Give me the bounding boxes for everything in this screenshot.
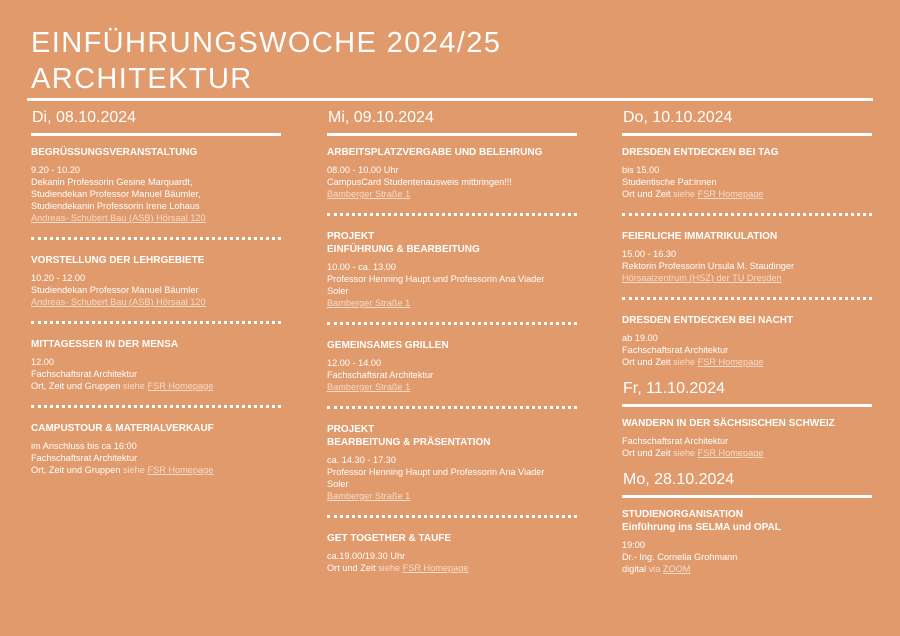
event-block: [327, 339, 577, 393]
event-title: [327, 146, 577, 159]
event-title: [31, 146, 281, 159]
info-pre: siehe: [122, 465, 145, 475]
info-pre: siehe: [378, 563, 401, 573]
event-block: [31, 422, 281, 476]
info-text: Ort und Zeit: [327, 563, 376, 573]
location-link[interactable]: Bamberger Straße 1: [327, 298, 411, 308]
info-link[interactable]: FSR Homepage: [697, 357, 764, 367]
info-link[interactable]: FSR Homepage: [697, 448, 764, 458]
event-title: [622, 508, 872, 534]
dotted-divider: [327, 213, 577, 216]
dotted-divider: [31, 321, 281, 324]
title-line-2: ARCHITEKTUR: [31, 63, 253, 95]
event-detail: Dr.- Ing. Cornelia Grohmann: [622, 552, 738, 562]
info-text: Ort, Zeit und Gruppen: [31, 465, 121, 475]
event-title-line: WANDERN IN DER SÄCHSISCHEN SCHWEIZ: [622, 418, 835, 429]
event-title: [327, 339, 577, 352]
event-title-line: BEGRÜSSUNGSVERANSTALTUNG: [31, 147, 198, 158]
info-link[interactable]: FSR Homepage: [402, 563, 469, 573]
event-title-line: MITTAGESSEN IN DER MENSA: [31, 339, 179, 350]
event-detail: Fachschaftsrat Architektur: [31, 453, 138, 463]
event-title-line: GEMEINSAMES GRILLEN: [327, 340, 449, 351]
info-link[interactable]: ZOOM: [662, 564, 691, 574]
day-heading: Mo, 28.10.2024: [622, 465, 872, 498]
location-link[interactable]: Andreas- Schubert Bau (ASB) Hörsaal 120: [31, 213, 206, 223]
info-pre: siehe: [673, 357, 696, 367]
info-text: Ort, Zeit und Gruppen: [31, 381, 121, 391]
event-detail: 19:00: [622, 540, 645, 550]
dotted-divider: [327, 406, 577, 409]
event-title-line: GET TOGETHER & TAUFE: [327, 533, 452, 544]
info-pre: siehe: [673, 448, 696, 458]
page-title: [31, 25, 501, 97]
event-title-line: ARBEITSPLATZVERGABE UND BELEHRUNG: [327, 147, 543, 158]
event-title: [622, 314, 872, 327]
info-pre: siehe: [673, 189, 696, 199]
info-text: Ort und Zeit: [622, 357, 671, 367]
info-link[interactable]: FSR Homepage: [697, 189, 764, 199]
info-line: [622, 188, 872, 200]
dotted-divider: [327, 515, 577, 518]
event-title-line: VORSTELLUNG DER LEHRGEBIETE: [31, 255, 205, 266]
dotted-divider: [31, 405, 281, 408]
day-heading: Mi, 09.10.2024: [327, 103, 577, 136]
event-detail: 08.00 - 10.00 Uhr: [327, 165, 399, 175]
event-detail: Fachschaftsrat Architektur: [622, 345, 729, 355]
event-detail: im Anschluss bis ca 16:00: [31, 441, 137, 451]
info-pre: siehe: [122, 381, 145, 391]
info-text: Ort und Zeit: [622, 448, 671, 458]
column-wednesday: [327, 103, 577, 574]
info-line: [622, 356, 872, 368]
event-detail: Studiendekanin Professorin Irene Lohaus: [31, 201, 200, 211]
location-link[interactable]: Bamberger Straße 1: [327, 382, 411, 392]
event-block: [622, 146, 872, 200]
event-title: [327, 230, 577, 256]
info-line: [327, 562, 577, 574]
event-detail: Fachschaftsrat Architektur: [327, 370, 434, 380]
event-detail: 15.00 - 16.30: [622, 249, 677, 259]
event-block: [622, 417, 872, 459]
event-detail: 10.20 - 12.00: [31, 273, 86, 283]
event-detail: Studiendekan Professor Manuel Bäumler,: [31, 189, 201, 199]
event-detail: Soler: [327, 479, 349, 489]
header-divider: [27, 98, 873, 101]
event-block: [622, 314, 872, 368]
event-detail: ca.19.00/19.30 Uhr: [327, 551, 406, 561]
dotted-divider: [622, 297, 872, 300]
event-title-line: FEIERLICHE IMMATRIKULATION: [622, 231, 778, 242]
event-title-line: PROJEKT: [327, 231, 375, 242]
event-detail: Fachschaftsrat Architektur: [622, 436, 729, 446]
event-title: [622, 146, 872, 159]
day-heading: Do, 10.10.2024: [622, 103, 872, 136]
event-detail: 9.20 - 10.20: [31, 165, 81, 175]
info-text: Ort und Zeit: [622, 189, 671, 199]
dotted-divider: [622, 213, 872, 216]
event-title: [31, 338, 281, 351]
event-detail: bis 15.00: [622, 165, 660, 175]
location-link[interactable]: Bamberger Straße 1: [327, 491, 411, 501]
event-detail: Studiendekan Professor Manuel Bäumler: [31, 285, 199, 295]
event-detail: Dekanin Professorin Gesine Marquardt,: [31, 177, 193, 187]
day-heading: Fr, 11.10.2024: [622, 374, 872, 407]
event-block: [31, 338, 281, 392]
event-title: [327, 423, 577, 449]
event-title: [31, 254, 281, 267]
info-line: [31, 464, 281, 476]
event-title: [622, 417, 872, 430]
event-title: [622, 230, 872, 243]
event-block: [327, 146, 577, 200]
event-detail: ab 19.00: [622, 333, 658, 343]
event-title: [31, 422, 281, 435]
event-detail: Rektorin Professorin Ursula M. Staudinger: [622, 261, 795, 271]
info-link[interactable]: FSR Homepage: [147, 381, 214, 391]
event-block: [327, 423, 577, 502]
location-link[interactable]: Andreas- Schubert Bau (ASB) Hörsaal 120: [31, 297, 206, 307]
info-pre: via: [648, 564, 661, 574]
info-line: [622, 447, 872, 459]
day-heading: Di, 08.10.2024: [31, 103, 281, 136]
event-block: [622, 230, 872, 284]
info-text: digital: [622, 564, 647, 574]
event-detail: 12.00 - 14.00: [327, 358, 382, 368]
event-detail: 12.00: [31, 357, 54, 367]
event-title-line: CAMPUSTOUR & MATERIALVERKAUF: [31, 423, 214, 434]
column-tuesday: [31, 103, 281, 476]
event-block: [327, 230, 577, 309]
info-line: [622, 563, 872, 575]
event-title-line: PROJEKT: [327, 424, 375, 435]
event-title-line-2: Einführung ins SELMA und OPAL: [622, 522, 781, 533]
location-link[interactable]: Hörsaalzentrum (HSZ) der TU Dresden: [622, 273, 782, 283]
dotted-divider: [327, 322, 577, 325]
event-detail: Professor Henning Haupt und Professorin Ana Viader: [327, 274, 545, 284]
event-title: [327, 532, 577, 545]
event-detail: ca. 14.30 - 17.30: [327, 455, 396, 465]
column-thursday-friday-monday: [622, 103, 872, 575]
event-detail: CampusCard Studentenausweis mitbringen!!!: [327, 177, 512, 187]
event-detail: Studentische Pat:innen: [622, 177, 717, 187]
event-title-line-2: EINFÜHRUNG & BEARBEITUNG: [327, 244, 480, 255]
dotted-divider: [31, 237, 281, 240]
event-detail: Fachschaftsrat Architektur: [31, 369, 138, 379]
event-title-line-2: BEARBEITUNG & PRÄSENTATION: [327, 437, 491, 448]
event-block: [31, 146, 281, 224]
event-title-line: DRESDEN ENTDECKEN BEI NACHT: [622, 315, 794, 326]
title-line-1: EINFÜHRUNGSWOCHE 2024/25: [31, 27, 502, 59]
event-detail: 10.00 - ca. 13.00: [327, 262, 396, 272]
info-line: [31, 380, 281, 392]
event-block: [327, 532, 577, 574]
info-link[interactable]: FSR Homepage: [147, 465, 214, 475]
event-title-line: STUDIENORGANISATION: [622, 509, 743, 520]
event-title-line: DRESDEN ENTDECKEN BEI TAG: [622, 147, 779, 158]
event-block: [622, 508, 872, 575]
event-block: [31, 254, 281, 308]
event-detail: Professor Henning Haupt und Professorin Ana Viader: [327, 467, 545, 477]
event-detail: Soler: [327, 286, 349, 296]
location-link[interactable]: Bamberger Straße 1: [327, 189, 411, 199]
